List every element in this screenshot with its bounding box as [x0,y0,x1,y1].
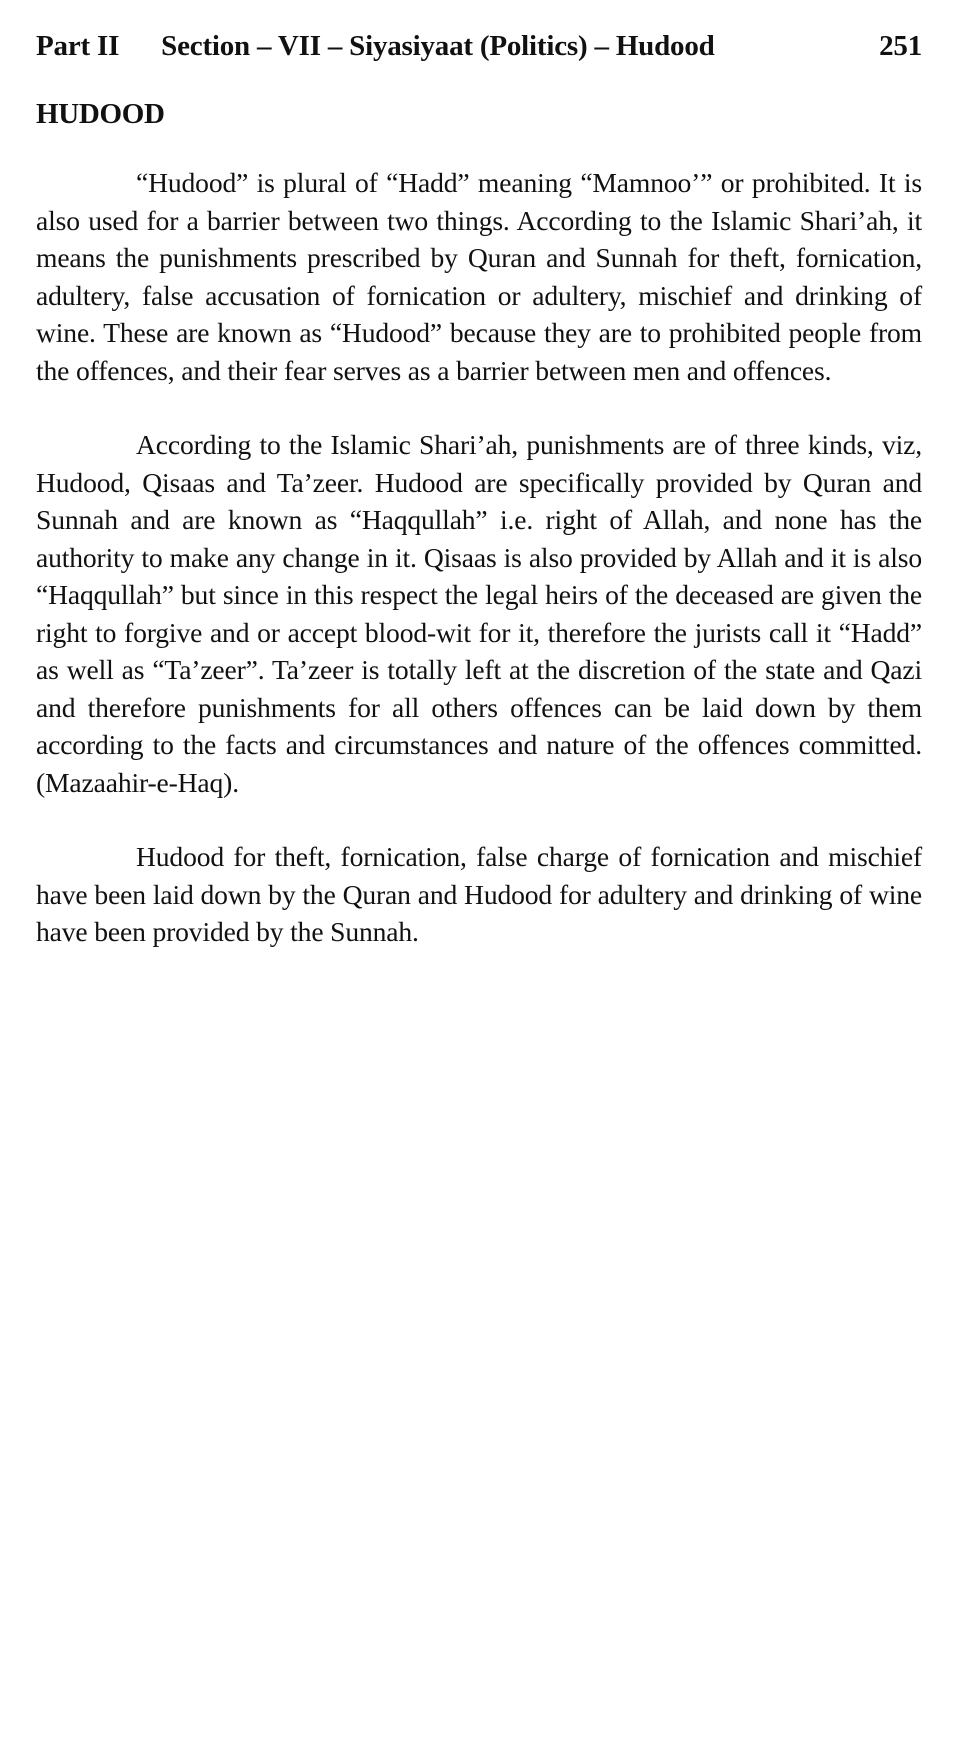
paragraph-2: According to the Islamic Shari’ah, punishments are of three kinds, viz, Hudood, Qisaas and Ta’zeer. Hudood are specifically provided by Quran and Sunnah and are known as “Haqqullah” i.e. right of Allah, and none has the authority to make any change in it. Qisaas is also provided by Allah and it is also “Haqqullah” but since in this respect the legal heirs of the deceased are given the right to forgive and or accept blood-wit for it, therefore the jurists call it “Hadd” as well as “Ta’zeer”. Ta’zeer is totally left at the discretion of the state and Qazi and therefore punishments for all others offences can be laid down by them according to the facts and circumstances and nature of the offences committed. (Mazaahir-e-Haq). [36,429,922,798]
page-number: 251 [879,30,922,62]
document-page [36,24,922,988]
running-header [36,24,922,68]
part-label: Part II [36,30,120,62]
section-heading: HUDOOD [36,98,165,130]
paragraph-3: Hudood for theft, fornication, false charge of fornication and mischief have been laid down by the Quran and Hudood for adultery and drinking of wine have been provided by the Sunnah. [36,841,922,947]
body-text [36,164,922,951]
paragraph-1: “Hudood” is plural of “Hadd” meaning “Mamnoo’” or prohibited. It is also used for a barrier between two things. According to the Islamic Shari’ah, it means the punishments prescribed by Quran and Sunnah for theft, fornication, adultery, false accusation of fornication or adultery, mischief and drinking of wine. These are known as “Hudood” because they are to prohibited people from the offences, and their fear serves as a barrier between men and offences. [36,167,922,386]
section-title: Section – VII – Siyasiyaat (Politics) – Hudood [161,30,715,62]
running-header-left [36,24,715,68]
